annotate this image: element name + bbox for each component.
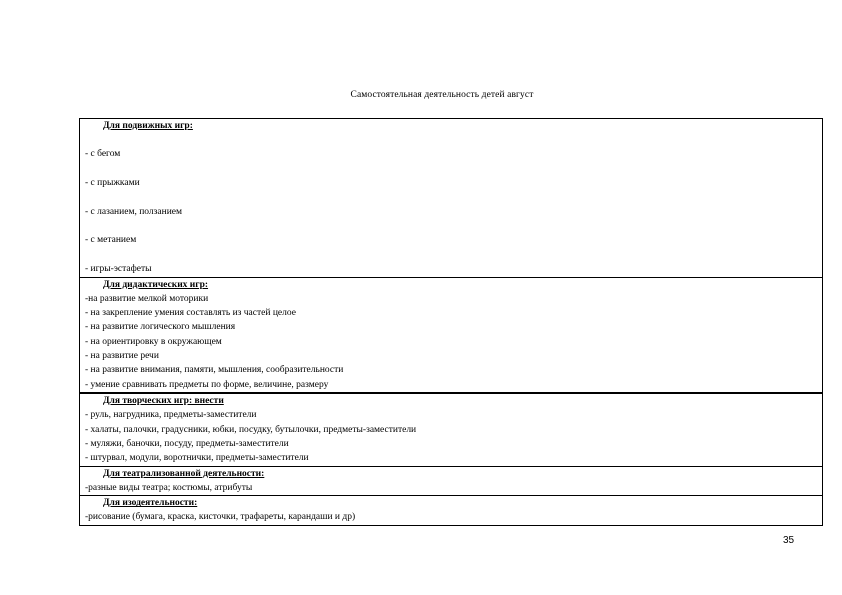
section-cell [80, 277, 823, 393]
activity-table [79, 118, 823, 526]
section-heading: Для театрализованной деятельности: [103, 468, 265, 479]
list-item: - с прыжками [85, 177, 140, 188]
list-item: - муляжи, баночки, посуду, предметы-заместители [85, 439, 289, 450]
list-item: - с лазанием, ползанием [85, 206, 183, 217]
list-item: - умение сравнивать предметы по форме, величине, размеру [85, 379, 329, 390]
list-item: - штурвал, модули, воротнички, предметы-заместители [85, 453, 309, 464]
section-cell [80, 119, 823, 278]
list-item: -рисование (бумага, краска, кисточки, трафареты, карандаши и др) [85, 512, 356, 523]
list-item: - на ориентировку в окружающем [85, 336, 222, 347]
list-item: -на развитие мелкой моторики [85, 293, 209, 304]
list-item: -разные виды театра; костюмы, атрибуты [85, 482, 253, 493]
list-item: - на развитие внимания, памяти, мышления, сообразительности [85, 365, 344, 376]
section-heading: Для творческих игр: внести [103, 396, 224, 407]
section-theatrical-activity [80, 466, 823, 495]
section-heading: Для дидактических игр: [103, 279, 209, 290]
section-cell [80, 466, 823, 495]
page-number: 35 [783, 535, 795, 546]
section-creative-games [80, 393, 823, 466]
list-item: - с бегом [85, 149, 121, 159]
page-title: Самостоятельная деятельность детей август [350, 90, 534, 100]
list-item: - с метанием [85, 235, 137, 246]
list-item: - халаты, палочки, градусники, юбки, посудку, бутылочки, предметы-заместители [85, 424, 417, 435]
section-outdoor-games [80, 119, 823, 278]
section-didactic-games [80, 277, 823, 393]
section-cell [80, 393, 823, 466]
section-heading: Для подвижных игр: [103, 121, 193, 131]
section-heading: Для изодеятельности: [103, 498, 198, 509]
list-item: - руль, нагрудника, предметы-заместители [85, 410, 257, 421]
list-item: - на развитие логического мышления [85, 322, 236, 333]
list-item: - на развитие речи [85, 351, 159, 362]
list-item: - игры-эстафеты [85, 264, 152, 275]
section-cell [80, 496, 823, 525]
list-item: - на закрепление умения составлять из частей целое [85, 307, 296, 318]
section-art-activity [80, 496, 823, 525]
